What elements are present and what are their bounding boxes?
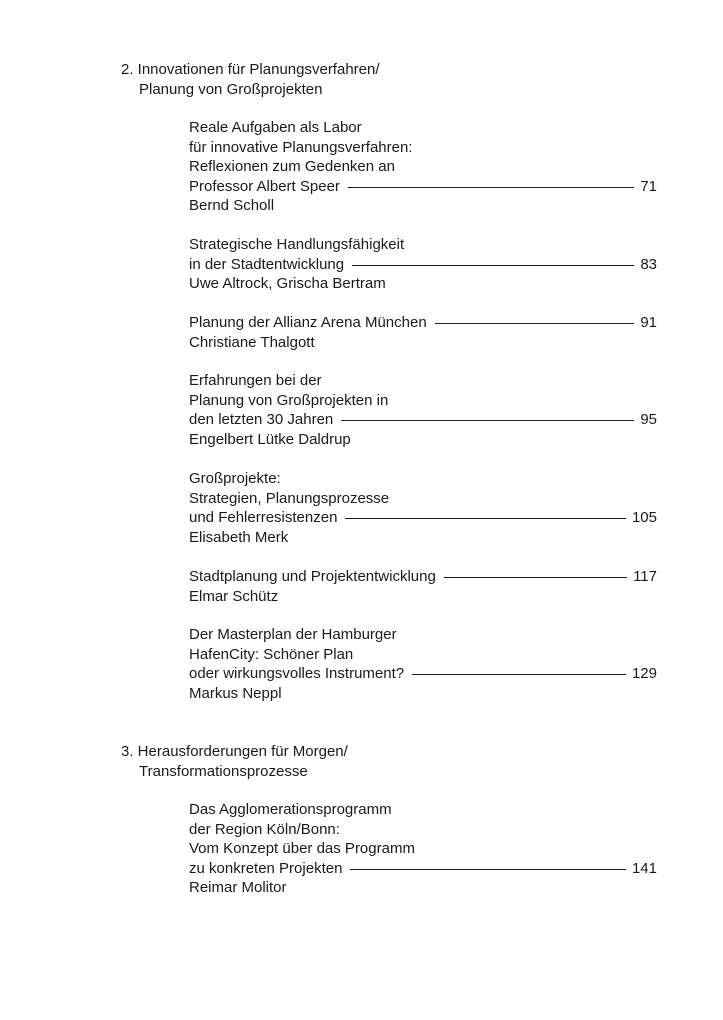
entry-title-line: Das Agglomerationsprogramm [189,801,392,818]
section-heading [121,742,661,781]
section-title-line: Transformationsprozesse [139,762,308,780]
entry-title-text: den letzten 30 Jahren [189,411,334,428]
entry-title-text: in der Stadtentwicklung [189,255,345,273]
page-number: 141 [631,859,657,877]
entry-title-line: Vom Konzept über das Programm [189,840,415,857]
dot-leader [350,869,626,870]
toc-entry[interactable] [189,469,657,547]
entry-title-last-line [189,313,657,333]
page-number: 117 [633,568,657,585]
dot-leader [435,323,635,324]
section-title-line: 2. Innovationen für Planungsverfahren/ [121,61,380,78]
entry-title-last-line [189,508,657,528]
page-number: 95 [640,411,657,428]
entry-title-text: und Fehlerresistenzen [189,509,338,526]
entry-title-last-line [189,859,657,879]
section-title-line: 3. Herausforderungen für Morgen/ [121,743,348,760]
page-number: 71 [640,177,657,195]
entry-title-last-line [189,567,657,587]
section-heading [121,60,661,99]
entry-title-line: Der Masterplan der Hamburger [189,626,397,643]
dot-leader [341,420,634,421]
toc-entry[interactable] [189,625,657,703]
dot-leader [412,674,626,675]
entry-title-text: zu konkreten Projekten [189,859,343,877]
entry-title-last-line [189,410,657,430]
toc-entry[interactable] [189,118,657,216]
entry-title-text: Planung der Allianz Arena München [189,314,427,331]
entry-author: Elisabeth Merk [189,528,289,546]
entry-title-text: Stadtplanung und Projektentwicklung [189,568,436,585]
entry-title-last-line [189,255,657,275]
dot-leader [444,577,627,578]
entry-title-line: für innovative Planungsverfahren: [189,138,413,156]
entry-title-last-line [189,177,657,197]
entry-title-line: Erfahrungen bei der [189,372,322,389]
page-number: 83 [640,255,657,273]
entry-title-last-line [189,664,657,684]
entry-author: Uwe Altrock, Grischa Bertram [189,275,386,292]
entry-author: Elmar Schütz [189,587,279,605]
entry-author: Markus Neppl [189,684,282,702]
toc-entry[interactable] [189,313,657,352]
entry-title-line: Planung von Großprojekten in [189,391,389,409]
dot-leader [345,518,626,519]
entry-author: Reimar Molitor [189,879,287,896]
entry-title-line: Großprojekte: [189,470,281,487]
entry-author: Bernd Scholl [189,197,275,214]
toc-entry[interactable] [189,800,657,898]
entry-title-text: Professor Albert Speer [189,177,340,195]
toc-entry[interactable] [189,567,657,606]
entry-title-line: Strategische Handlungsfähigkeit [189,236,405,253]
entry-title-line: Strategien, Planungsprozesse [189,489,390,507]
page-number: 129 [631,665,657,682]
entry-title-line: Reale Aufgaben als Labor [189,119,362,136]
entry-title-text: oder wirkungsvolles Instrument? [189,665,405,682]
dot-leader [352,265,634,266]
page-number: 105 [631,509,657,526]
entry-author: Christiane Thalgott [189,333,315,351]
entry-title-line: der Region Köln/Bonn: [189,820,340,838]
entry-author: Engelbert Lütke Daldrup [189,430,351,448]
entry-title-line: HafenCity: Schöner Plan [189,645,354,663]
section-title-line: Planung von Großprojekten [139,80,323,98]
dot-leader [348,187,634,188]
toc-entry[interactable] [189,371,657,449]
toc-entry[interactable] [189,235,657,294]
page-number: 91 [640,314,657,331]
entry-title-line: Reflexionen zum Gedenken an [189,158,395,175]
